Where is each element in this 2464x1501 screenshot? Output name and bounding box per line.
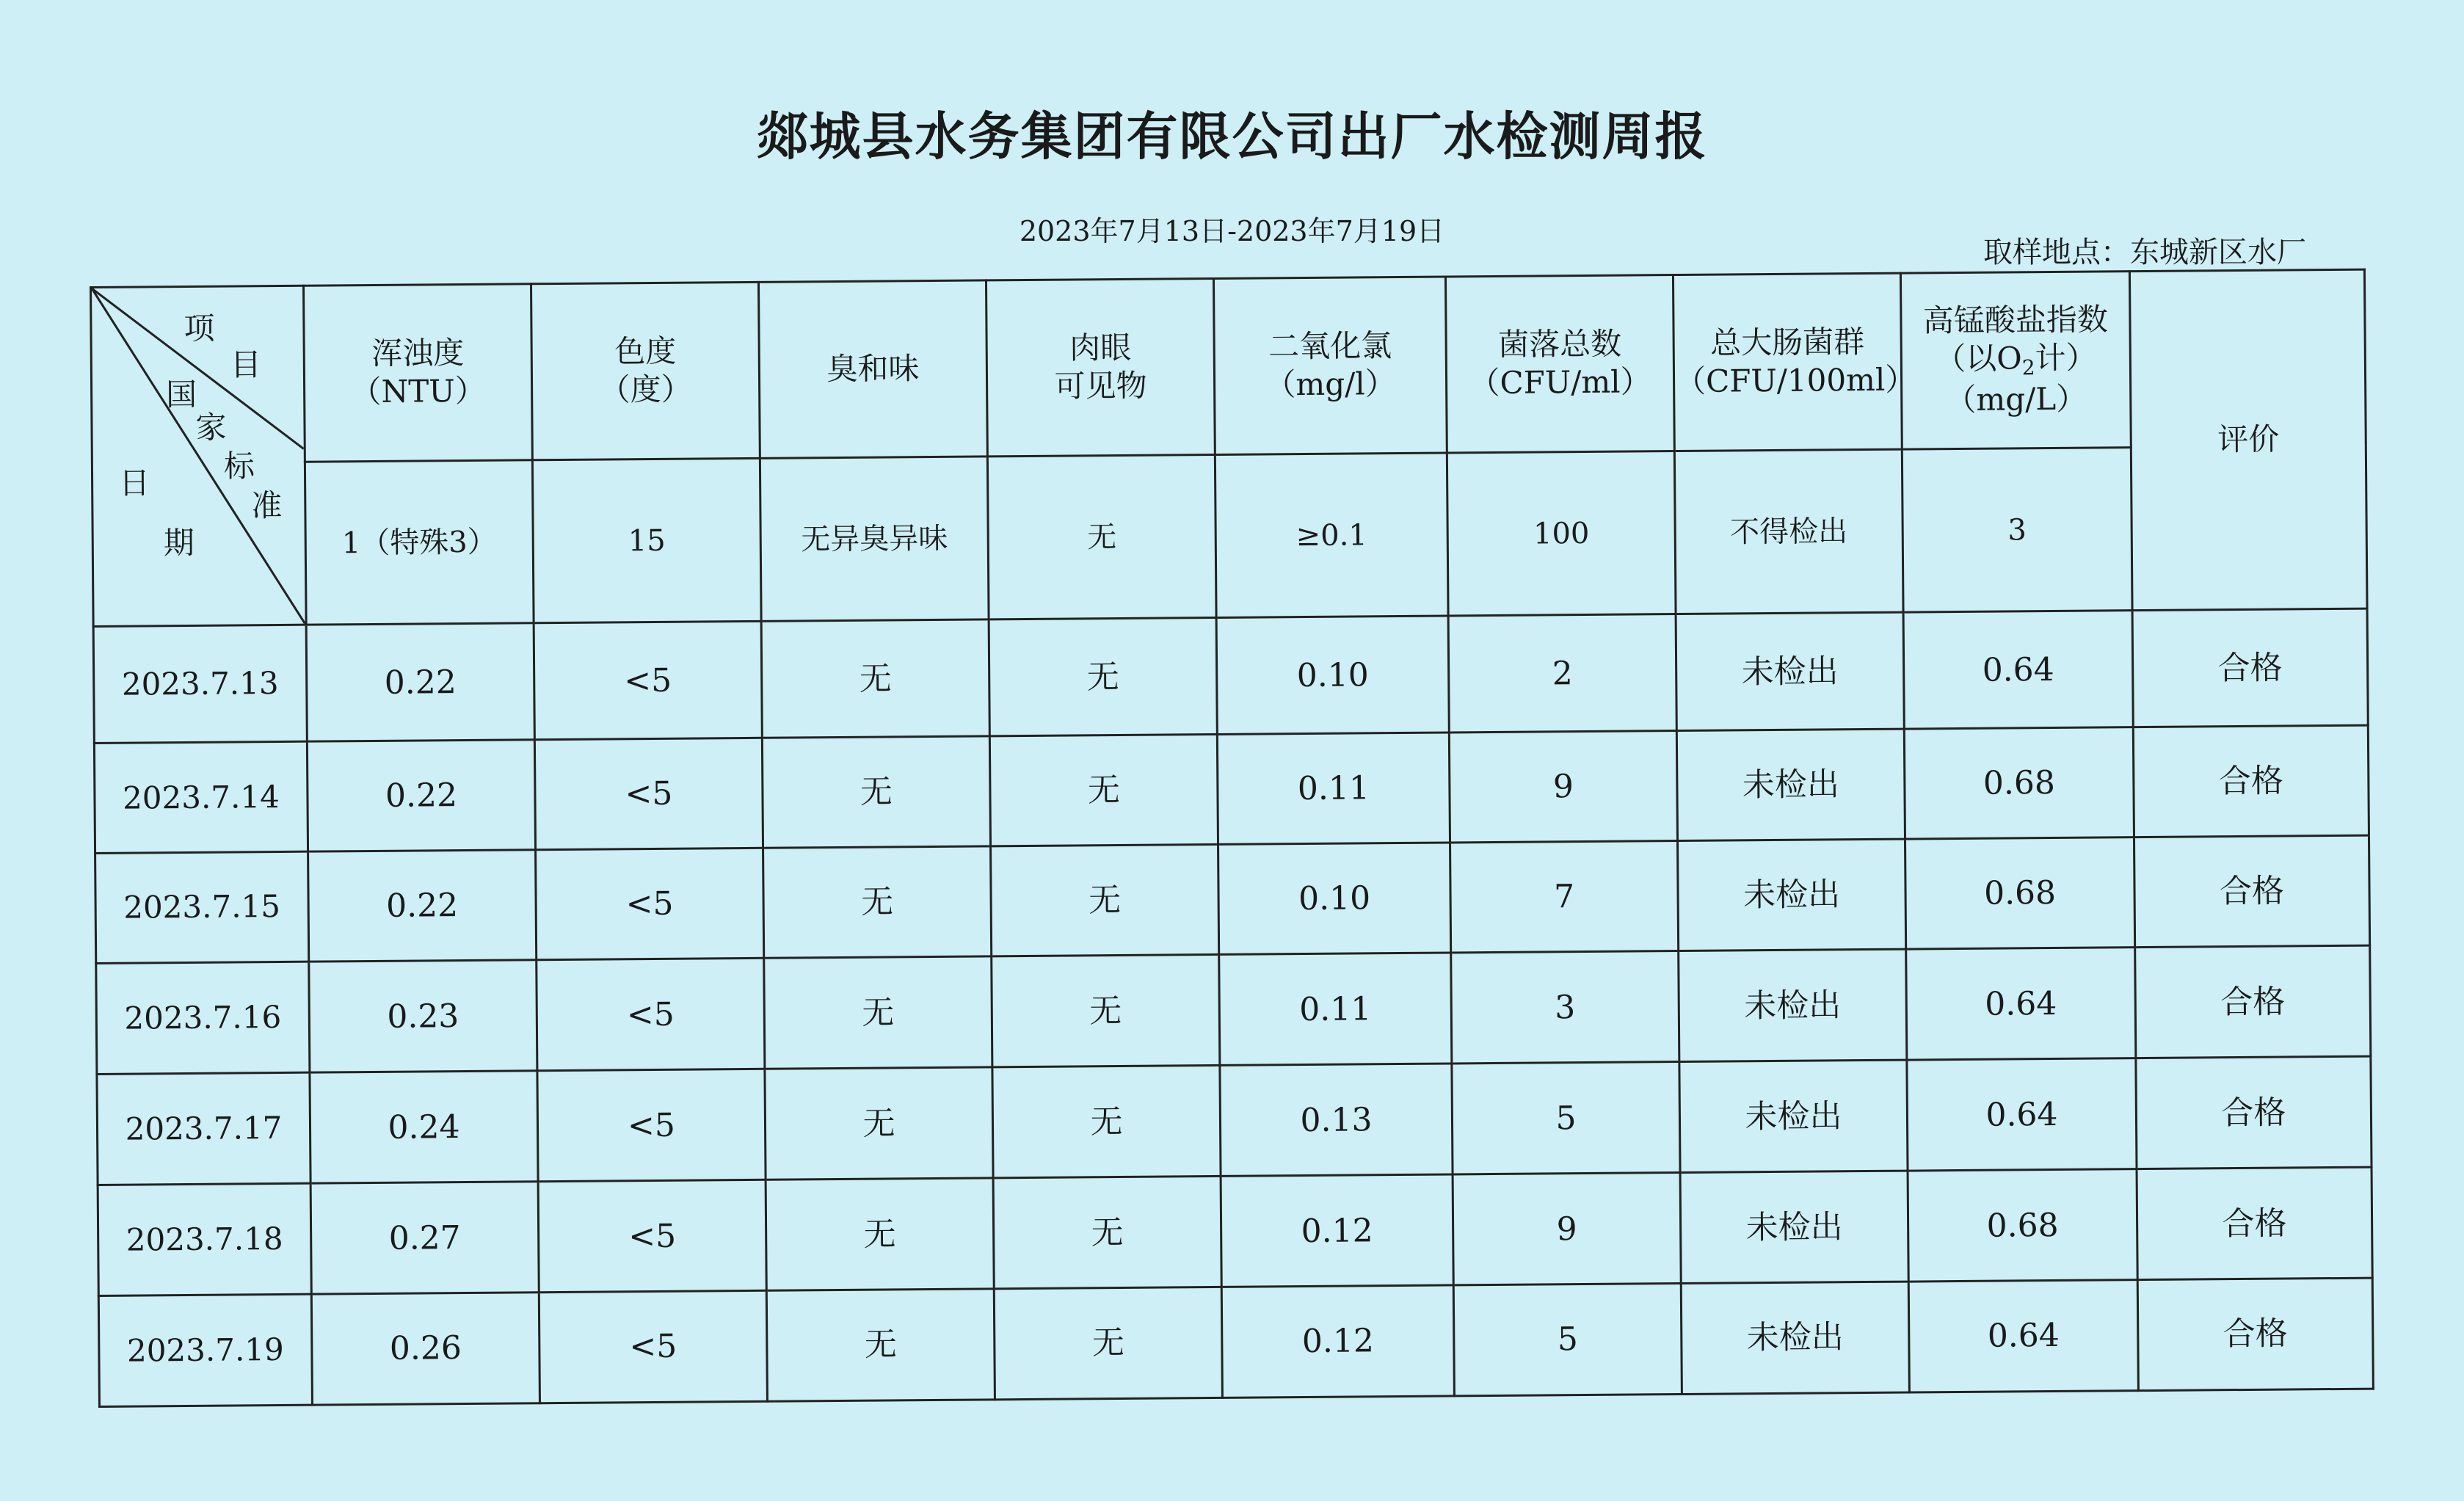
row-turbidity: 0.27	[310, 1182, 539, 1294]
row-visible-matter: 无	[989, 618, 1217, 737]
row-coliform: 未检出	[1679, 1060, 1908, 1172]
row-date: 2023.7.17	[97, 1072, 310, 1185]
corner-label-std-1: 国	[165, 376, 197, 413]
table-row	[96, 945, 2371, 1074]
standard-colony-count: 100	[1447, 451, 1676, 616]
row-color: <5	[539, 1290, 767, 1403]
corner-header-cell	[91, 286, 307, 626]
row-visible-matter: 无	[994, 1287, 1222, 1399]
row-visible-matter: 无	[993, 1176, 1221, 1288]
row-coliform: 未检出	[1676, 612, 1904, 731]
row-evaluation: 合格	[2137, 1278, 2373, 1391]
row-chlorine-dioxide: 0.12	[1221, 1174, 1453, 1287]
header-odor: 臭和味	[758, 280, 987, 458]
row-chlorine-dioxide: 0.13	[1220, 1064, 1453, 1176]
standard-visible-matter: 无	[987, 454, 1216, 619]
row-odor: 无	[763, 846, 992, 958]
row-color: <5	[538, 1180, 766, 1292]
row-turbidity: 0.24	[310, 1071, 538, 1183]
row-colony-count: 7	[1450, 841, 1679, 953]
standard-permanganate: 3	[1902, 448, 2132, 613]
row-chlorine-dioxide: 0.11	[1219, 953, 1452, 1065]
row-colony-count: 9	[1453, 1173, 1681, 1285]
row-colony-count: 9	[1449, 731, 1677, 843]
row-evaluation: 合格	[2132, 608, 2368, 727]
row-evaluation: 合格	[2133, 725, 2369, 837]
table-row	[98, 1167, 2372, 1295]
row-turbidity: 0.22	[306, 623, 534, 742]
row-odor: 无	[766, 1289, 995, 1401]
row-odor: 无	[762, 736, 990, 848]
row-odor: 无	[766, 1178, 994, 1290]
header-turbidity: 浑浊度 （NTU）	[304, 284, 533, 462]
row-date: 2023.7.15	[95, 851, 309, 963]
row-visible-matter: 无	[992, 1066, 1221, 1178]
standard-coliform: 不得检出	[1674, 449, 1903, 614]
row-permanganate: 0.64	[1903, 611, 2133, 730]
table-row	[98, 1278, 2373, 1406]
row-color: <5	[534, 738, 763, 850]
header-permanganate: 高锰酸盐指数 （以$O_2$计） （mg/L）	[1900, 272, 2131, 449]
date-range: 2023年7月13日-2023年7月19日	[1019, 215, 1445, 247]
corner-label-date-2: 期	[163, 524, 195, 561]
table-row	[94, 725, 2369, 853]
row-date: 2023.7.14	[94, 742, 308, 854]
header-evaluation: 评价	[2129, 269, 2367, 611]
row-turbidity: 0.26	[311, 1293, 539, 1405]
row-odor: 无	[764, 956, 992, 1069]
row-evaluation: 合格	[2135, 945, 2371, 1058]
row-color: <5	[537, 1069, 766, 1181]
row-colony-count: 5	[1453, 1283, 1682, 1395]
row-chlorine-dioxide: 0.10	[1218, 843, 1451, 954]
row-color: <5	[536, 848, 764, 960]
row-permanganate: 0.68	[1908, 1169, 2137, 1282]
row-chlorine-dioxide: 0.10	[1216, 616, 1449, 735]
row-coliform: 未检出	[1681, 1282, 1909, 1394]
row-color: <5	[537, 958, 765, 1070]
row-coliform: 未检出	[1678, 839, 1906, 951]
row-chlorine-dioxide: 0.12	[1221, 1285, 1454, 1398]
row-permanganate: 0.64	[1906, 948, 2136, 1060]
header-visible-matter: 肉眼 可见物	[986, 278, 1215, 456]
row-date: 2023.7.13	[93, 625, 307, 743]
row-visible-matter: 无	[989, 735, 1218, 846]
row-evaluation: 合格	[2136, 1056, 2372, 1169]
row-colony-count: 3	[1451, 951, 1679, 1064]
corner-label-std-3: 标	[223, 448, 255, 484]
corner-label-date-1: 日	[118, 465, 150, 501]
row-coliform: 未检出	[1676, 729, 1905, 840]
water-quality-table	[90, 269, 2374, 1408]
header-coliform: 总大肠菌群 （CFU/100ml）	[1673, 273, 1902, 451]
table-row	[93, 608, 2368, 744]
row-color: <5	[534, 621, 762, 740]
header-colony-count: 菌落总数 （CFU/ml）	[1445, 275, 1674, 453]
row-turbidity: 0.23	[309, 960, 537, 1072]
header-color: 色度 （度）	[531, 282, 760, 459]
row-permanganate: 0.68	[1905, 837, 2134, 949]
row-visible-matter: 无	[991, 845, 1219, 956]
row-permanganate: 0.68	[1904, 727, 2134, 839]
row-colony-count: 5	[1452, 1062, 1680, 1174]
row-turbidity: 0.22	[307, 740, 535, 851]
row-chlorine-dioxide: 0.11	[1217, 733, 1450, 844]
report-title: 郯城县水务集团有限公司出厂水检测周报	[756, 106, 1708, 167]
corner-label-item-2: 目	[230, 346, 262, 383]
row-date: 2023.7.16	[96, 962, 310, 1074]
standard-turbidity: 1（特殊3）	[305, 460, 534, 625]
table-row	[97, 1056, 2372, 1185]
standard-color: 15	[532, 458, 761, 623]
row-permanganate: 0.64	[1907, 1058, 2137, 1171]
row-coliform: 未检出	[1680, 1171, 1908, 1283]
row-coliform: 未检出	[1679, 949, 1907, 1061]
corner-label-std-4: 准	[251, 487, 283, 524]
table-row	[95, 835, 2370, 963]
standard-odor: 无异臭异味	[760, 457, 989, 622]
header-chlorine-dioxide: 二氧化氯 （mg/l）	[1213, 277, 1447, 454]
row-date: 2023.7.19	[98, 1294, 312, 1406]
sampling-location: 取样地点：东城新区水厂	[1983, 236, 2306, 269]
corner-label-item-1: 项	[183, 310, 215, 346]
row-date: 2023.7.18	[98, 1183, 311, 1295]
row-odor: 无	[761, 619, 989, 738]
standard-chlorine-dioxide: ≥0.1	[1215, 453, 1448, 618]
row-permanganate: 0.64	[1908, 1280, 2138, 1392]
row-evaluation: 合格	[2134, 835, 2369, 947]
row-colony-count: 2	[1448, 614, 1676, 733]
row-turbidity: 0.22	[308, 850, 537, 962]
corner-label-std-2: 家	[195, 409, 227, 446]
row-visible-matter: 无	[992, 955, 1220, 1067]
row-odor: 无	[765, 1067, 993, 1180]
row-evaluation: 合格	[2137, 1167, 2372, 1279]
report-sheet	[90, 269, 2372, 1408]
